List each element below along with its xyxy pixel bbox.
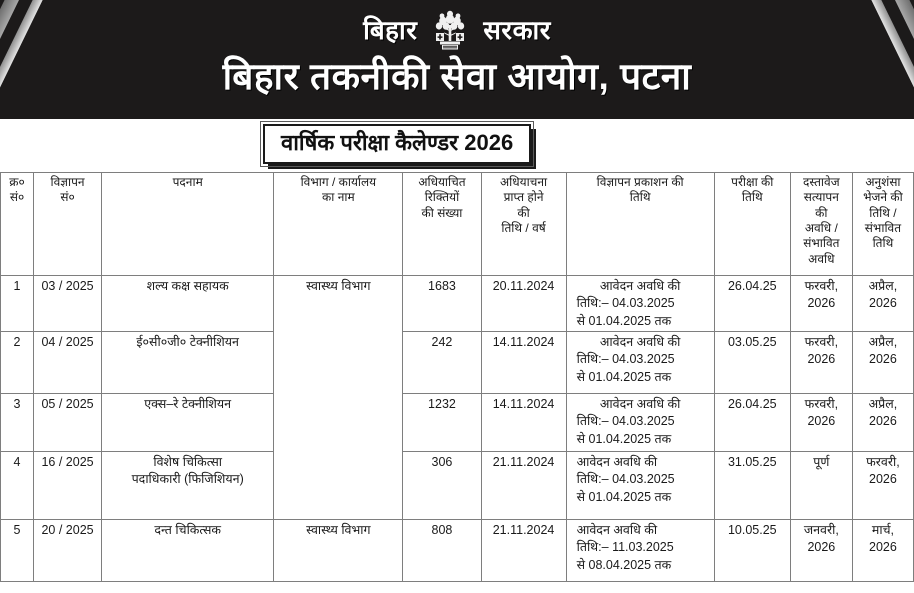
publication-line: तिथि:– 11.03.2025 bbox=[576, 540, 674, 555]
rec-line: 2026 bbox=[869, 414, 897, 429]
cell-department: स्वास्थ्य विभाग bbox=[274, 276, 403, 520]
publication-line: से 01.04.2025 तक bbox=[576, 489, 672, 504]
government-label-left: बिहार bbox=[363, 15, 418, 45]
header-line: अधियाचित bbox=[418, 175, 466, 189]
doc-line: जनवरी, bbox=[803, 523, 839, 537]
cell-exam-date: 31.05.25 bbox=[714, 452, 790, 520]
bihar-government-emblem-icon bbox=[431, 8, 469, 52]
header-line: अवधि / bbox=[804, 221, 838, 236]
cell-post-name: ई०सी०जी० टेक्नीशियन bbox=[102, 332, 274, 394]
cell-publication-date bbox=[566, 452, 714, 520]
column-header-proposal-received-date bbox=[481, 173, 566, 276]
rec-line: अप्रैल, bbox=[868, 279, 898, 293]
doc-line: फरवरी, bbox=[804, 397, 839, 411]
cell-recommendation-date bbox=[852, 394, 913, 452]
cell-post-name: एक्स–रे टेक्नीशियन bbox=[102, 394, 274, 452]
cell-advertisement-no: 16 / 2025 bbox=[34, 452, 102, 520]
column-header-advertisement-no bbox=[34, 173, 102, 276]
header-line: तिथि bbox=[872, 236, 894, 251]
header-line: सं० bbox=[9, 190, 25, 205]
header-line: संभावित bbox=[803, 236, 840, 251]
cell-document-verification bbox=[790, 520, 852, 582]
header-line: की bbox=[517, 205, 530, 220]
doc-line: 2026 bbox=[807, 296, 836, 311]
cell-publication-date bbox=[566, 276, 714, 332]
cell-advertisement-no: 20 / 2025 bbox=[34, 520, 102, 582]
header-line: विज्ञापन प्रकाशन की bbox=[596, 175, 684, 189]
header-banner bbox=[0, 0, 914, 119]
cell-vacancies: 1232 bbox=[403, 394, 481, 452]
cell-vacancies: 242 bbox=[403, 332, 481, 394]
rec-line: अप्रैल, bbox=[868, 397, 898, 411]
publication-line: तिथि:– 04.03.2025 bbox=[576, 352, 675, 367]
doc-line: फरवरी, bbox=[804, 335, 839, 349]
cell-vacancies: 306 bbox=[403, 452, 481, 520]
doc-line: फरवरी, bbox=[804, 279, 839, 293]
header-line: क्र० bbox=[9, 175, 25, 189]
publication-line: तिथि:– 04.03.2025 bbox=[576, 472, 675, 487]
subtitle-area bbox=[0, 119, 914, 172]
cell-recommendation-date bbox=[852, 276, 913, 332]
header-line: प्राप्त होने bbox=[503, 190, 544, 205]
cell-serial-no: 5 bbox=[1, 520, 34, 582]
header-line: तिथि / वर्ष bbox=[501, 221, 546, 236]
rec-line: अप्रैल, bbox=[868, 335, 898, 349]
table-header-row bbox=[1, 173, 914, 276]
column-header-document-verification bbox=[790, 173, 852, 276]
doc-line: 2026 bbox=[807, 352, 836, 367]
header-line: सं० bbox=[60, 190, 75, 205]
table-row bbox=[1, 332, 914, 394]
rec-line: 2026 bbox=[869, 296, 897, 311]
cell-recommendation-date bbox=[852, 452, 913, 520]
cell-advertisement-no: 03 / 2025 bbox=[34, 276, 102, 332]
column-header-serial-no bbox=[1, 173, 34, 276]
cell-recommendation-date bbox=[852, 520, 913, 582]
government-line bbox=[0, 6, 914, 54]
post-name-line: पदाधिकारी (फिजिशियन) bbox=[131, 472, 244, 487]
header-line: तिथि / bbox=[869, 205, 897, 220]
publication-line: से 08.04.2025 तक bbox=[576, 557, 672, 572]
commission-title: बिहार तकनीकी सेवा आयोग, पटना bbox=[222, 56, 692, 97]
cell-post-name: शल्य कक्ष सहायक bbox=[102, 276, 274, 332]
cell-document-verification bbox=[790, 332, 852, 394]
header-line: पदनाम bbox=[172, 175, 203, 189]
publication-line: आवेदन अवधि की bbox=[599, 335, 681, 349]
rec-line: 2026 bbox=[869, 472, 897, 487]
exam-calendar-table bbox=[0, 172, 914, 582]
cell-recommendation-date bbox=[852, 332, 913, 394]
cell-publication-date bbox=[566, 332, 714, 394]
header-line: विज्ञापन bbox=[50, 175, 85, 189]
doc-line: पूर्ण bbox=[813, 455, 830, 469]
rec-line: 2026 bbox=[869, 352, 897, 367]
cell-department: स्वास्थ्य विभाग bbox=[274, 520, 403, 582]
header-line: दस्तावेज bbox=[803, 175, 840, 189]
header-line: अवधि bbox=[808, 251, 835, 266]
annual-exam-calendar-title: वार्षिक परीक्षा कैलेण्डर 2026 bbox=[281, 130, 514, 155]
column-header-department bbox=[274, 173, 403, 276]
cell-advertisement-no: 04 / 2025 bbox=[34, 332, 102, 394]
publication-line: आवेदन अवधि की bbox=[576, 523, 658, 537]
column-header-exam-date bbox=[714, 173, 790, 276]
cell-serial-no: 1 bbox=[1, 276, 34, 332]
header-line: संभावित bbox=[864, 221, 902, 236]
rec-line: मार्च, bbox=[871, 523, 894, 537]
cell-exam-date: 26.04.25 bbox=[714, 394, 790, 452]
cell-serial-no: 4 bbox=[1, 452, 34, 520]
cell-proposal-date: 20.11.2024 bbox=[481, 276, 566, 332]
cell-serial-no: 2 bbox=[1, 332, 34, 394]
publication-line: से 01.04.2025 तक bbox=[576, 369, 672, 384]
cell-post-name: दन्त चिकित्सक bbox=[102, 520, 274, 582]
column-header-post-name bbox=[102, 173, 274, 276]
header-line: अधियाचना bbox=[499, 175, 548, 189]
header-line: अनुशंसा bbox=[865, 175, 901, 189]
cell-post-name bbox=[102, 452, 274, 520]
header-line: की संख्या bbox=[421, 205, 463, 220]
header-line: का नाम bbox=[322, 190, 355, 205]
government-label-right: सरकार bbox=[483, 15, 551, 45]
header-line: की bbox=[815, 205, 828, 220]
cell-exam-date: 10.05.25 bbox=[714, 520, 790, 582]
cell-publication-date bbox=[566, 520, 714, 582]
publication-line: तिथि:– 04.03.2025 bbox=[576, 296, 675, 311]
publication-line: आवेदन अवधि की bbox=[599, 397, 681, 411]
header-line: सत्यापन bbox=[803, 190, 839, 205]
table-row bbox=[1, 520, 914, 582]
rec-line: 2026 bbox=[869, 540, 897, 555]
table-row bbox=[1, 394, 914, 452]
cell-document-verification bbox=[790, 394, 852, 452]
cell-vacancies: 808 bbox=[403, 520, 481, 582]
doc-line: 2026 bbox=[807, 414, 836, 429]
cell-document-verification bbox=[790, 276, 852, 332]
column-header-publication-date bbox=[566, 173, 714, 276]
header-line: परीक्षा की bbox=[731, 175, 774, 189]
cell-document-verification bbox=[790, 452, 852, 520]
annual-exam-calendar-title-box bbox=[263, 124, 531, 164]
post-name-line: विशेष चिकित्सा bbox=[153, 455, 223, 469]
cell-proposal-date: 14.11.2024 bbox=[481, 394, 566, 452]
header-line: भेजने की bbox=[863, 190, 903, 205]
table-row bbox=[1, 276, 914, 332]
publication-line: से 01.04.2025 तक bbox=[576, 313, 672, 328]
publication-line: आवेदन अवधि की bbox=[576, 455, 658, 469]
cell-proposal-date: 21.11.2024 bbox=[481, 452, 566, 520]
column-header-vacancies bbox=[403, 173, 481, 276]
publication-line: आवेदन अवधि की bbox=[599, 279, 681, 293]
doc-line: 2026 bbox=[807, 540, 836, 555]
cell-publication-date bbox=[566, 394, 714, 452]
table-row bbox=[1, 452, 914, 520]
header-line: रिक्तियों bbox=[424, 190, 460, 205]
cell-vacancies: 1683 bbox=[403, 276, 481, 332]
header-line: विभाग / कार्यालय bbox=[300, 175, 377, 189]
cell-serial-no: 3 bbox=[1, 394, 34, 452]
column-header-recommendation-date bbox=[852, 173, 913, 276]
cell-proposal-date: 14.11.2024 bbox=[481, 332, 566, 394]
cell-proposal-date: 21.11.2024 bbox=[481, 520, 566, 582]
header-line: तिथि bbox=[629, 190, 651, 205]
publication-line: से 01.04.2025 तक bbox=[576, 431, 672, 446]
cell-exam-date: 26.04.25 bbox=[714, 276, 790, 332]
header-line: तिथि bbox=[741, 190, 763, 205]
publication-line: तिथि:– 04.03.2025 bbox=[576, 414, 675, 429]
cell-advertisement-no: 05 / 2025 bbox=[34, 394, 102, 452]
rec-line: फरवरी, bbox=[866, 455, 900, 469]
cell-exam-date: 03.05.25 bbox=[714, 332, 790, 394]
